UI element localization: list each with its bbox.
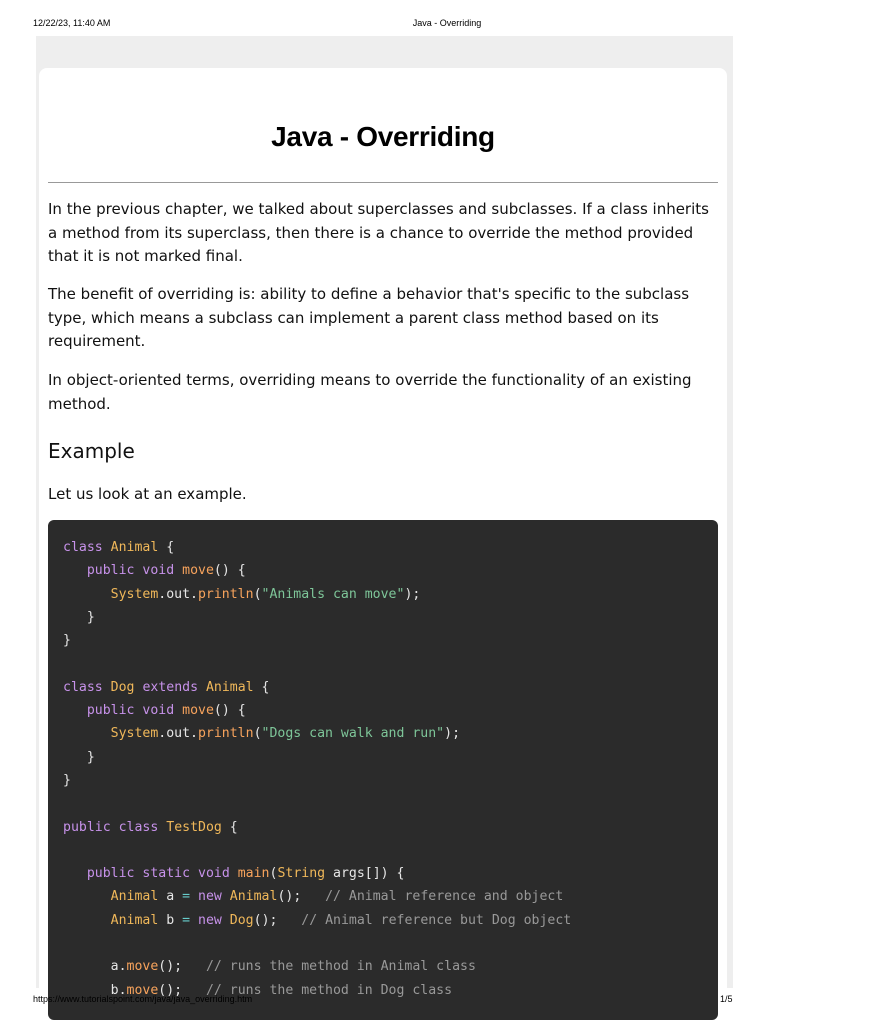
code-line: Animal b = new Dog(); // Animal reference but Dog object xyxy=(110,912,572,928)
code-line: System.out.println("Animals can move"); xyxy=(110,586,421,602)
code-line: a.move(); // runs the method in Animal class xyxy=(63,959,476,975)
page-title: Java - Overriding xyxy=(271,121,495,152)
intro-paragraph: In the previous chapter, we talked about superclasses and subclasses. If a class inherits a method from its superclass, then there is a chance to override the method provided that it is not marked final. xyxy=(48,200,709,265)
title-divider xyxy=(48,182,718,183)
print-datetime: 12/22/23, 11:40 AM xyxy=(33,18,111,28)
print-page-number: 1/5 xyxy=(720,994,733,1004)
oop-paragraph: In object-oriented terms, overriding means to override the functionality of an existing method. xyxy=(48,371,692,413)
code-line: System.out.println("Dogs can walk and run"); xyxy=(110,726,461,742)
example-intro: Let us look at an example. xyxy=(48,485,247,503)
code-line: public void move() { xyxy=(86,703,246,719)
benefit-paragraph: The benefit of overriding is: ability to define a behavior that's specific to the subclass type, which means a subclass can implement a parent class method based on its requirement. xyxy=(48,285,690,350)
code-content xyxy=(63,536,571,1002)
print-url: https://www.tutorialspoint.com/java/java_overriding.htm xyxy=(33,994,253,1004)
code-line: Animal a = new Animal(); // Animal reference and object xyxy=(110,889,564,905)
code-line: class Dog extends Animal { xyxy=(63,679,270,695)
code-line: public void move() { xyxy=(86,563,246,579)
code-line: } xyxy=(63,749,95,765)
print-footer xyxy=(0,994,768,1008)
code-block[interactable] xyxy=(48,520,718,1020)
code-line: } xyxy=(63,633,71,649)
code-line: b.move(); // runs the method in Dog class xyxy=(63,982,453,998)
print-doc-title: Java - Overriding xyxy=(412,18,482,28)
code-line: } xyxy=(63,609,95,625)
code-line: public class TestDog { xyxy=(63,819,238,835)
print-header xyxy=(0,18,768,32)
code-line: } xyxy=(63,772,71,788)
page-background xyxy=(36,36,733,998)
article-card xyxy=(39,68,727,1008)
example-heading: Example xyxy=(48,439,135,463)
code-line: public static void main(String args[]) { xyxy=(86,866,405,882)
code-line: class Animal { xyxy=(63,540,175,555)
